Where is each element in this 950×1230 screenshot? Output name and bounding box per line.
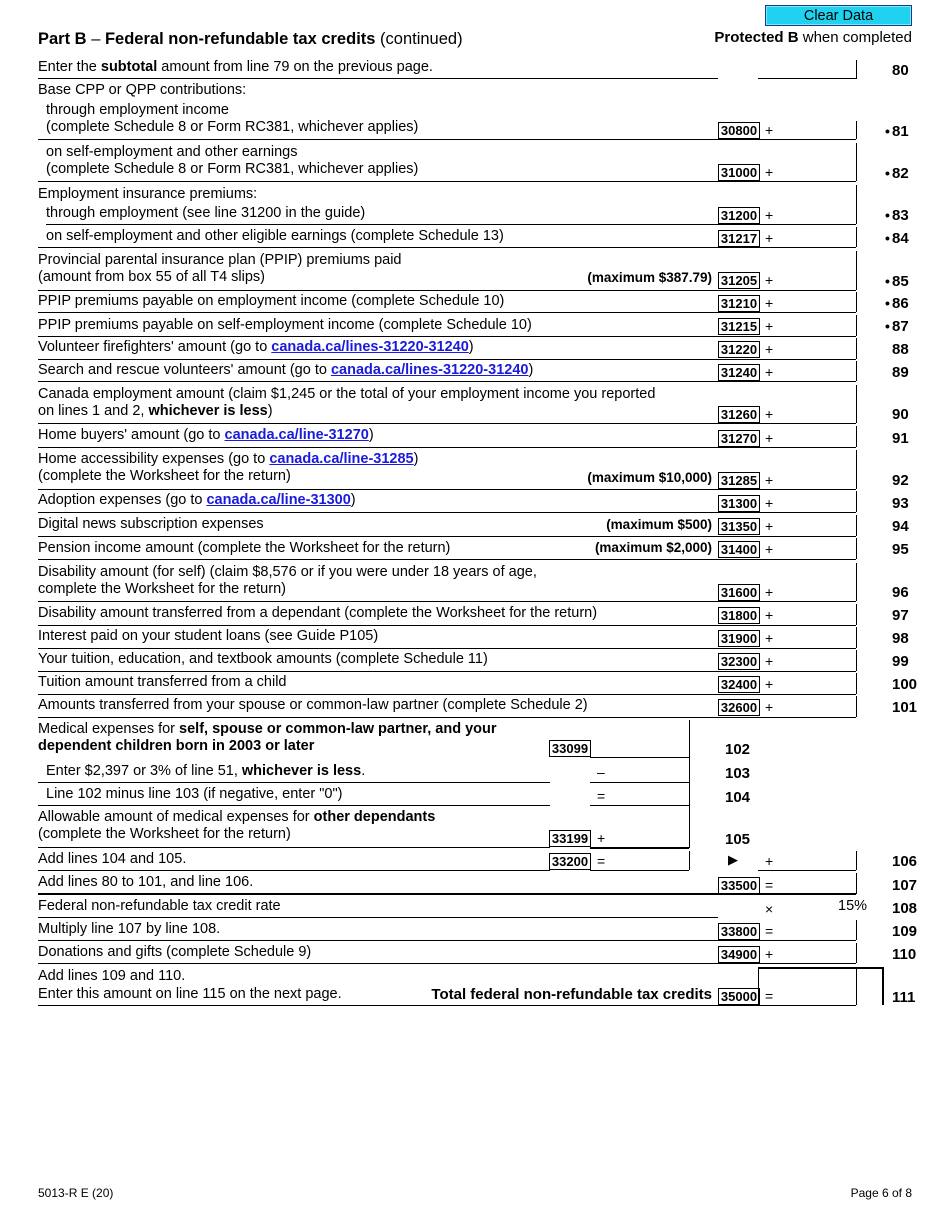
line-number: 83 <box>892 207 909 224</box>
line-number: 84 <box>892 230 909 247</box>
line-89-code: 31240 <box>718 364 760 381</box>
line-87-text: PPIP premiums payable on self-employment income (complete Schedule 10) <box>38 317 532 333</box>
line-106-text: Add lines 104 and 105. <box>38 851 187 867</box>
line-85-code: 31205 <box>718 272 760 289</box>
plus-op: + <box>765 122 774 138</box>
line-80-input[interactable] <box>758 78 856 79</box>
plus-op: + <box>765 853 774 869</box>
plus-op: + <box>765 295 774 311</box>
plus-op: + <box>765 430 774 446</box>
plus-op: + <box>765 406 774 422</box>
line-number: 101 <box>892 699 918 716</box>
line-100-text: Tuition amount transferred from a child <box>38 674 287 690</box>
line-number: 106 <box>892 853 918 870</box>
line-95-code: 31400 <box>718 541 760 558</box>
form-id: 5013-R E (20) <box>38 1186 114 1200</box>
line-107-text: Add lines 80 to 101, and line 106. <box>38 874 254 890</box>
line-number: 97 <box>892 607 909 624</box>
plus-op: + <box>765 584 774 600</box>
plus-op: + <box>765 653 774 669</box>
line-92-text: (complete the Worksheet for the return) <box>38 468 291 484</box>
line-101-text: Amounts transferred from your spouse or common-law partner (complete Schedule 2) <box>38 697 588 713</box>
line-number: 95 <box>892 541 909 558</box>
total-federal-credits-label: Total federal non-refundable tax credits <box>431 986 712 1003</box>
line-93-text: Adoption expenses (go to canada.ca/line-31300) <box>38 492 356 508</box>
maximum-label: (maximum $10,000) <box>587 470 712 485</box>
line-number: 102 <box>725 741 751 758</box>
line-81-text: through employment income <box>46 102 229 118</box>
link-line-31270[interactable]: canada.ca/line-31270 <box>224 427 369 443</box>
plus-op: + <box>765 341 774 357</box>
line-number: 90 <box>892 406 909 423</box>
link-lines-31220-31240[interactable]: canada.ca/lines-31220-31240 <box>330 362 529 378</box>
line-number: 86 <box>892 295 909 312</box>
line-80-text: Enter the subtotal amount from line 79 on the previous page. <box>38 59 433 75</box>
line-90-code: 31260 <box>718 406 760 423</box>
line-84-text: on self-employment and other eligible earnings (complete Schedule 13) <box>46 228 504 244</box>
line-102-code: 33099 <box>549 740 591 757</box>
line-96-text: Disability amount (for self) (claim $8,576 or if you were under 18 years of age, <box>38 564 537 580</box>
page-number: Page 6 of 8 <box>850 1186 912 1200</box>
line-95-text: Pension income amount (complete the Worksheet for the return) <box>38 540 451 556</box>
line-102-input[interactable] <box>590 757 689 758</box>
line-81-code: 30800 <box>718 122 760 139</box>
line-105-text: (complete the Worksheet for the return) <box>38 826 291 842</box>
line-109-code: 33800 <box>718 923 760 940</box>
line-106-input[interactable] <box>590 870 689 871</box>
line-92-text: Home accessibility expenses (go to canada.ca/line-31285) <box>38 451 419 467</box>
line-105-text: Allowable amount of medical expenses for other dependants <box>38 809 436 825</box>
arrow-right-icon: ▶ <box>728 852 738 867</box>
line-111-text: Enter this amount on line 115 on the next page. <box>38 986 342 1002</box>
line-82-code: 31000 <box>718 164 760 181</box>
line-98-code: 31900 <box>718 630 760 647</box>
line-96-text: complete the Worksheet for the return) <box>38 581 286 597</box>
clear-data-button[interactable]: Clear Data <box>765 5 912 26</box>
line-111-code: 35000 <box>718 988 760 1005</box>
line-number: 107 <box>892 877 918 894</box>
line-86-code: 31210 <box>718 295 760 312</box>
line-number: 110 <box>892 946 917 963</box>
link-lines-31220-31240[interactable]: canada.ca/lines-31220-31240 <box>271 339 469 355</box>
maximum-label: (maximum $2,000) <box>594 540 712 555</box>
line-107-code: 33500 <box>718 877 760 894</box>
line-number: 88 <box>892 341 909 358</box>
plus-op: + <box>765 164 774 180</box>
line-104-input[interactable] <box>590 805 689 806</box>
plus-op: + <box>765 364 774 380</box>
line-90-text: on lines 1 and 2, whichever is less) <box>38 403 273 419</box>
line-110-code: 34900 <box>718 946 760 963</box>
plus-op: + <box>765 495 774 511</box>
line-number: 100 <box>892 676 918 693</box>
line-108-text: Federal non-refundable tax credit rate <box>38 898 281 914</box>
line-number: 92 <box>892 472 909 489</box>
line-89-text: Search and rescue volunteers' amount (go to canada.ca/lines-31220-31240) <box>38 362 534 378</box>
line-93-code: 31300 <box>718 495 760 512</box>
line-86-text: PPIP premiums payable on employment income (complete Schedule 10) <box>38 293 505 309</box>
line-number: 109 <box>892 923 918 940</box>
line-84-code: 31217 <box>718 230 760 247</box>
ei-heading: Employment insurance premiums: <box>38 186 258 202</box>
line-100-code: 32400 <box>718 676 760 693</box>
line-105-input[interactable] <box>590 847 689 849</box>
line-96-code: 31600 <box>718 584 760 601</box>
line-82-input[interactable] <box>758 181 856 182</box>
line-87-code: 31215 <box>718 318 760 335</box>
line-number: 99 <box>892 653 909 670</box>
line-102-text: dependent children born in 2003 or later <box>38 738 315 754</box>
line-90-text: Canada employment amount (claim $1,245 or the total of your employment income you reported <box>38 386 656 402</box>
times-op: × <box>765 901 774 917</box>
bullet: • <box>885 123 890 139</box>
plus-op: + <box>765 272 774 288</box>
cpp-heading: Base CPP or QPP contributions: <box>38 82 247 98</box>
line-109-text: Multiply line 107 by line 108. <box>38 921 221 937</box>
plus-op: + <box>597 830 606 846</box>
equals-op: = <box>597 853 606 869</box>
line-88-code: 31220 <box>718 341 760 358</box>
line-103-text: Enter $2,397 or 3% of line 51, whichever is less. <box>46 763 366 779</box>
line-number: 80 <box>892 62 909 79</box>
line-88-text: Volunteer firefighters' amount (go to canada.ca/lines-31220-31240) <box>38 339 474 355</box>
bullet: • <box>885 318 890 334</box>
line-number: 108 <box>892 900 918 917</box>
line-106-code: 33200 <box>549 853 591 870</box>
line-number: 94 <box>892 518 909 535</box>
bullet: • <box>885 207 890 223</box>
line-94-text: Digital news subscription expenses <box>38 516 264 532</box>
line-81-text: (complete Schedule 8 or Form RC381, whichever applies) <box>46 119 419 135</box>
line-97-text: Disability amount transferred from a dependant (complete the Worksheet for the return) <box>38 605 598 621</box>
line-97-code: 31800 <box>718 607 760 624</box>
line-number: 89 <box>892 364 909 381</box>
line-number: 105 <box>725 831 751 848</box>
page-title: Part B – Federal non-refundable tax credits (continued) <box>38 30 463 48</box>
line-number: 82 <box>892 165 909 182</box>
plus-op: + <box>765 472 774 488</box>
equals-op: = <box>597 788 606 804</box>
line-83-text: through employment (see line 31200 in the guide) <box>46 205 366 221</box>
line-104-text: Line 102 minus line 103 (if negative, enter "0") <box>46 786 343 802</box>
line-98-text: Interest paid on your student loans (see Guide P105) <box>38 628 379 644</box>
protected-label: Protected B when completed <box>714 29 912 46</box>
line-103-input[interactable] <box>590 782 689 783</box>
bullet: • <box>885 295 890 311</box>
line-number: 87 <box>892 318 909 335</box>
line-91-text: Home buyers' amount (go to canada.ca/line-31270) <box>38 427 374 443</box>
line-81-input[interactable] <box>758 139 856 140</box>
minus-op: – <box>597 764 605 780</box>
line-number: 91 <box>892 430 909 447</box>
line-101-code: 32600 <box>718 699 760 716</box>
plus-op: + <box>765 699 774 715</box>
line-number: 85 <box>892 273 909 290</box>
line-102-text: Medical expenses for self, spouse or common-law partner, and your <box>38 721 497 737</box>
bullet: • <box>885 230 890 246</box>
line-110-text: Donations and gifts (complete Schedule 9) <box>38 944 312 960</box>
line-99-code: 32300 <box>718 653 760 670</box>
line-111-text: Add lines 109 and 110. <box>38 968 186 984</box>
plus-op: + <box>765 207 774 223</box>
bullet: • <box>885 165 890 181</box>
plus-op: + <box>765 676 774 692</box>
line-number: 111 <box>892 989 916 1006</box>
line-number: 96 <box>892 584 909 601</box>
line-111-total-box[interactable] <box>758 967 884 1005</box>
equals-op: = <box>765 988 774 1004</box>
equals-op: = <box>765 923 774 939</box>
line-85-text: Provincial parental insurance plan (PPIP) premiums paid <box>38 252 402 268</box>
line-83-code: 31200 <box>718 207 760 224</box>
line-91-code: 31270 <box>718 430 760 447</box>
bullet: • <box>885 273 890 289</box>
maximum-label: (maximum $387.79) <box>587 270 712 285</box>
line-number: 98 <box>892 630 909 647</box>
line-105-code: 33199 <box>549 830 591 847</box>
line-number: 104 <box>725 789 751 806</box>
plus-op: + <box>765 630 774 646</box>
plus-op: + <box>765 318 774 334</box>
line-82-text: (complete Schedule 8 or Form RC381, whichever applies) <box>46 161 419 177</box>
line-82-text: on self-employment and other earnings <box>46 144 298 160</box>
line-number: 103 <box>725 765 751 782</box>
plus-op: + <box>765 541 774 557</box>
maximum-label: (maximum $500) <box>606 517 712 532</box>
plus-op: + <box>765 946 774 962</box>
tax-rate-value: 15% <box>838 898 868 914</box>
plus-op: + <box>765 518 774 534</box>
plus-op: + <box>765 607 774 623</box>
equals-op: = <box>765 877 774 893</box>
line-number: 93 <box>892 495 909 512</box>
line-94-code: 31350 <box>718 518 760 535</box>
line-92-code: 31285 <box>718 472 760 489</box>
plus-op: + <box>765 230 774 246</box>
line-number: 81 <box>892 123 909 140</box>
link-line-31300[interactable]: canada.ca/line-31300 <box>206 492 351 508</box>
line-99-text: Your tuition, education, and textbook amounts (complete Schedule 11) <box>38 651 488 667</box>
line-106-total-input[interactable] <box>758 870 856 871</box>
link-line-31285[interactable]: canada.ca/line-31285 <box>269 451 414 467</box>
line-85-text: (amount from box 55 of all T4 slips) <box>38 269 265 285</box>
